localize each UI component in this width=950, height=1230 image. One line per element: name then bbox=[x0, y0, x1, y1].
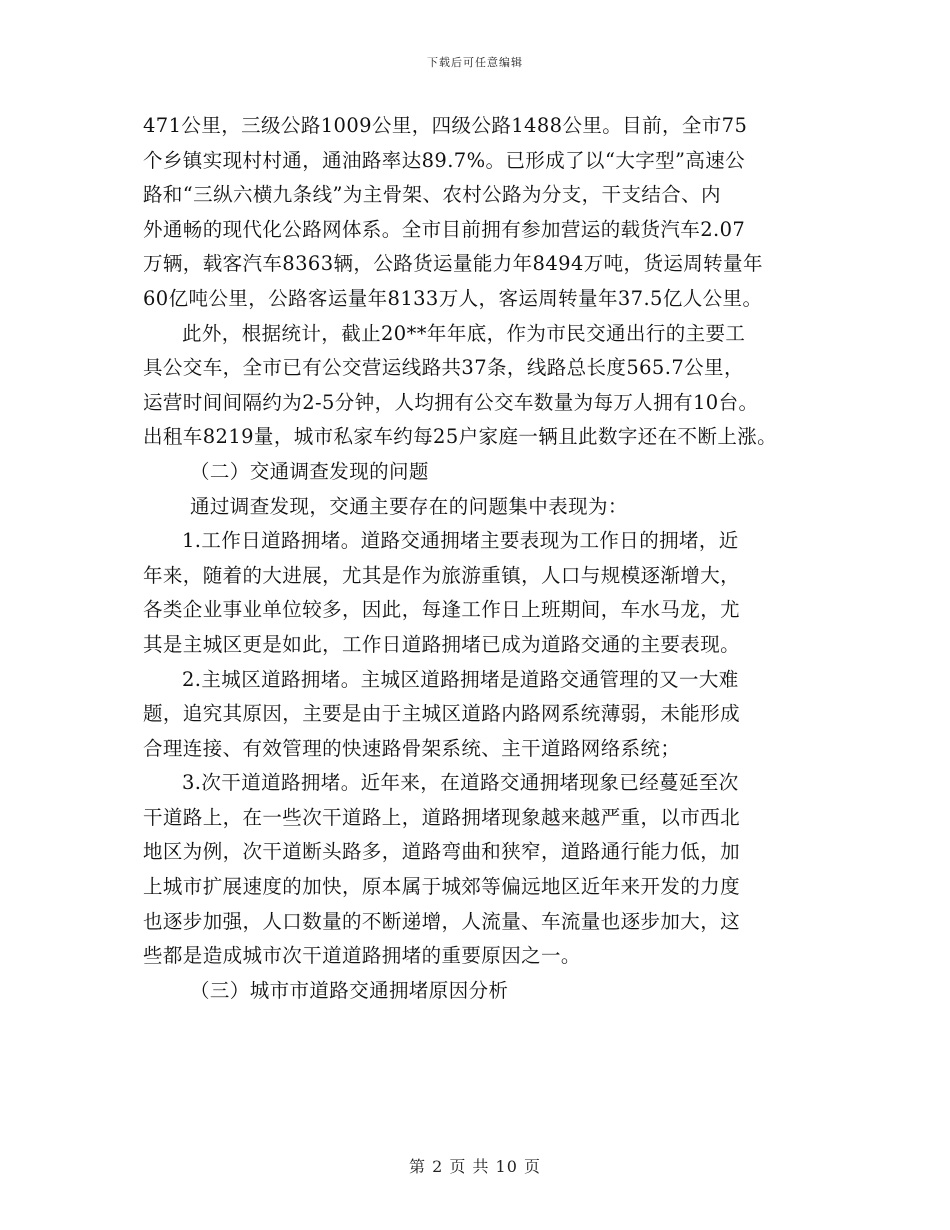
section-heading: （二）交通调查发现的问题 bbox=[190, 459, 429, 483]
paragraph-line: 471公里，三级公路1009公里，四级公路1488公里。目前，全市75 bbox=[143, 114, 748, 137]
paragraph-line: 干道路上，在一些次干道路上，道路拥堵现象越来越严重，以市西北 bbox=[143, 805, 741, 829]
paragraph-line: 出租车8219量，城市私家车约每25户家庭一辆且此数字还在不断上涨。 bbox=[143, 425, 778, 449]
paragraph-line: 也逐步加强，人口数量的不断递增，人流量、车流量也逐步加大，这 bbox=[143, 909, 741, 933]
paragraph-line: 此外，根据统计，截止20**年年底，作为市民交通出行的主要工 bbox=[182, 321, 746, 345]
paragraph-line: 年来，随着的大进展，尤其是作为旅游重镇，人口与规模逐渐增大， bbox=[143, 563, 741, 587]
paragraph-line: 通过调查发现，交通主要存在的问题集中表现为： bbox=[190, 494, 628, 518]
paragraph-line: 万辆，载客汽车8363辆，公路货运量能力年8494万吨，货运周转量年 bbox=[143, 252, 763, 276]
paragraph-line: 具公交车，全市已有公交营运线路共37条，线路总长度565.7公里， bbox=[143, 356, 744, 380]
paragraph-line: 其是主城区更是如此，工作日道路拥堵已成为道路交通的主要表现。 bbox=[143, 632, 741, 656]
paragraph-line: 上城市扩展速度的加快，原本属于城郊等偏远地区近年来开发的力度 bbox=[143, 875, 741, 899]
paragraph-line: 60亿吨公里，公路客运量年8133万人，客运周转量年37.5亿人公里。 bbox=[143, 286, 763, 310]
paragraph-line: 2.主城区道路拥堵。主城区道路拥堵是道路交通管理的又一大难 bbox=[182, 667, 739, 691]
paragraph-line: 些都是造成城市次干道道路拥堵的重要原因之一。 bbox=[143, 944, 581, 968]
document-body bbox=[143, 109, 823, 1008]
paragraph-line: 地区为例，次干道断头路多，道路弯曲和狭窄，道路通行能力低，加 bbox=[143, 840, 741, 864]
page-header: 下载后可任意编辑 bbox=[427, 56, 523, 69]
paragraph-line: 个乡镇实现村村通，通油路率达89.7%。已形成了以“大字型”高速公 bbox=[143, 148, 746, 172]
paragraph-line: 路和“三纵六横九条线”为主骨架、农村公路为分支，干支结合、内 bbox=[143, 183, 721, 207]
paragraph-line: 3.次干道道路拥堵。近年来，在道路交通拥堵现象已经蔓延至次 bbox=[182, 771, 739, 795]
section-heading: （三）城市市道路交通拥堵原因分析 bbox=[190, 978, 509, 1002]
paragraph-line: 各类企业事业单位较多，因此，每逢工作日上班期间，车水马龙，尤 bbox=[143, 598, 741, 622]
paragraph-line: 1.工作日道路拥堵。道路交通拥堵主要表现为工作日的拥堵，近 bbox=[182, 529, 739, 553]
paragraph-line: 外通畅的现代化公路网体系。全市目前拥有参加营运的载货汽车2.07 bbox=[143, 217, 746, 241]
paragraph-line: 合理连接、有效管理的快速路骨架系统、主干道路网络系统； bbox=[143, 736, 681, 760]
paragraph-line: 题，追究其原因，主要是由于主城区道路内路网系统薄弱，未能形成 bbox=[143, 702, 741, 726]
paragraph-line: 运营时间间隔约为2-5分钟，人均拥有公交车数量为每万人拥有10台。 bbox=[143, 390, 759, 414]
page-footer: 第 2 页 共 10 页 bbox=[409, 1157, 541, 1176]
